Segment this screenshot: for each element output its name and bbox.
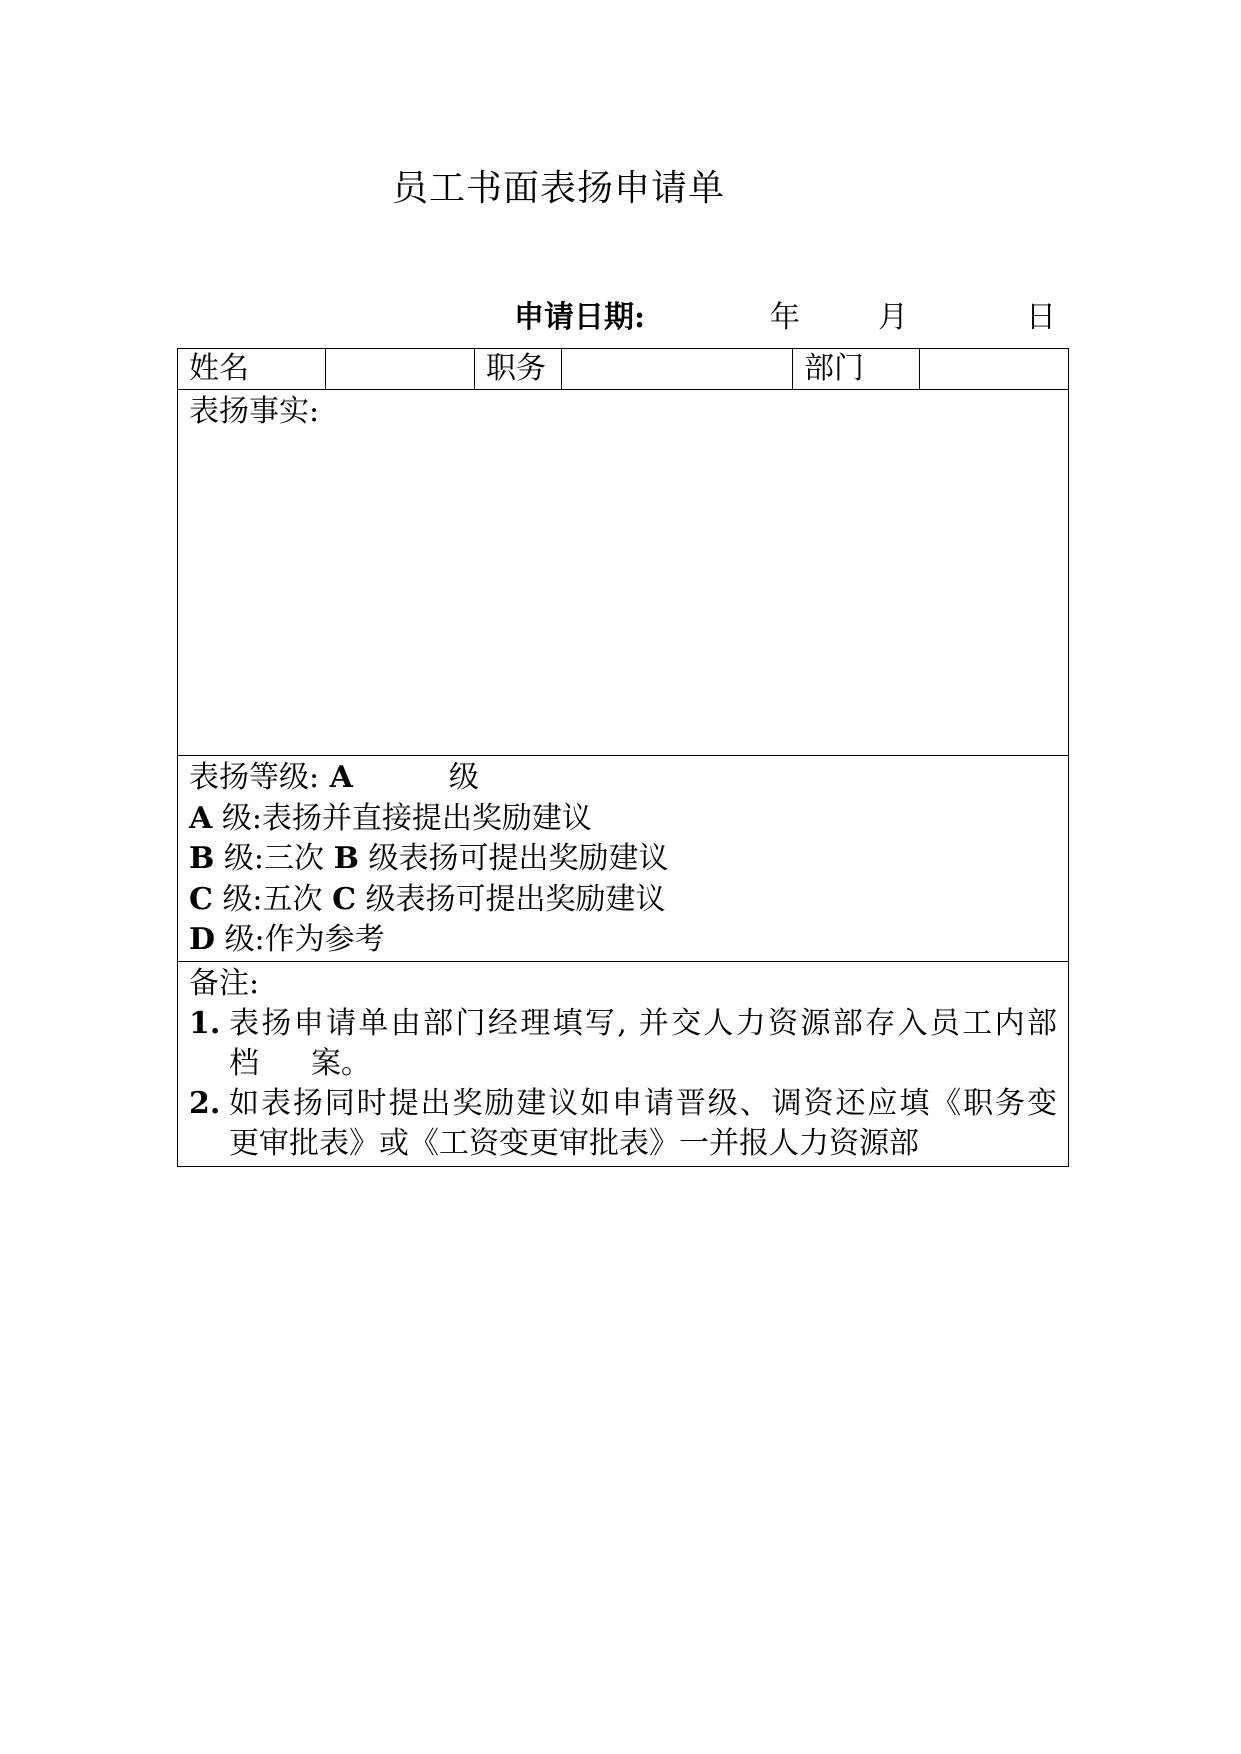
grade-selected-line — [189, 758, 1057, 799]
grade-desc: 级:五次 — [222, 881, 323, 917]
grade-code: B — [189, 841, 215, 876]
month-label: 月 — [878, 300, 908, 335]
department-field[interactable] — [920, 349, 1068, 389]
department-label: 部门 — [793, 349, 920, 389]
day-label: 日 — [1026, 300, 1056, 335]
note-item-1 — [189, 1004, 1057, 1084]
note-text-line: 更审批表》或《工资变更审批表》一并报人力资源部 — [229, 1125, 919, 1161]
date-label: 申请日期: — [514, 300, 646, 335]
note-text-line — [229, 1044, 1057, 1084]
grade-level-d — [189, 920, 1057, 961]
grade-desc: 级:表扬并直接提出奖励建议 — [221, 800, 592, 836]
note-number: 1. — [189, 1005, 221, 1041]
note-item-2 — [189, 1084, 1057, 1164]
grade-code-inline: C — [332, 881, 356, 917]
name-label: 姓名 — [178, 349, 326, 389]
grade-selected-value[interactable]: A — [329, 760, 353, 795]
grade-desc: 级:三次 — [223, 841, 325, 876]
note-number: 2. — [189, 1085, 221, 1121]
grade-desc: 级:作为参考 — [224, 922, 385, 957]
name-field[interactable] — [326, 349, 475, 389]
page-title: 员工书面表扬申请单 — [392, 168, 726, 209]
notes-label: 备注: — [189, 965, 260, 1001]
notes-section — [178, 962, 1068, 1166]
grade-code-inline: B — [333, 841, 359, 876]
grade-label: 表扬等级: — [189, 760, 320, 795]
position-label: 职务 — [475, 349, 562, 389]
grade-section — [178, 756, 1068, 962]
grade-level-b — [189, 839, 1057, 880]
grade-level-c — [189, 880, 1057, 921]
year-label: 年 — [770, 300, 800, 335]
grade-desc: 级表扬可提出奖励建议 — [365, 881, 666, 917]
position-field[interactable] — [562, 349, 793, 389]
grade-code: A — [189, 800, 213, 836]
grade-code: C — [189, 881, 213, 917]
grade-code: D — [189, 922, 216, 957]
facts-label: 表扬事实: — [189, 394, 320, 429]
grade-desc: 级表扬可提出奖励建议 — [368, 841, 669, 876]
application-date-line — [514, 292, 1054, 336]
note-text-fragment: 案。 — [311, 1045, 371, 1081]
note-text-line: 如表扬同时提出奖励建议如申请晋级、调资还应填《职务变 — [229, 1085, 1057, 1121]
facts-section[interactable] — [178, 390, 1068, 756]
grade-selected-suffix: 级 — [448, 760, 479, 795]
grade-level-a — [189, 799, 1057, 840]
note-text-fragment: 档 — [229, 1045, 259, 1081]
note-text-line: 表扬申请单由部门经理填写, 并交人力资源部存入员工内部 — [229, 1005, 1057, 1041]
commendation-form-table — [177, 348, 1069, 1167]
info-row — [178, 349, 1068, 390]
